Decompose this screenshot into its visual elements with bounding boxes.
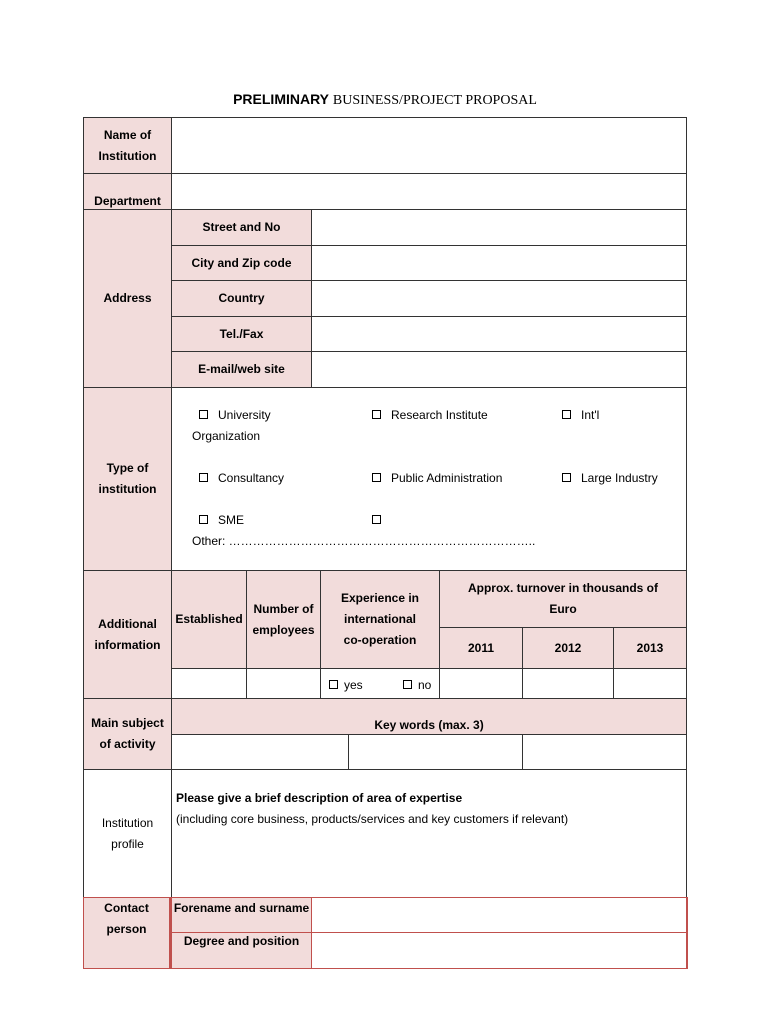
keyword-2-field[interactable]: [348, 734, 523, 770]
degree-label: Degree and position: [171, 932, 312, 969]
established-field[interactable]: [171, 668, 247, 699]
checkbox-icon[interactable]: [372, 473, 381, 482]
tel-label: Tel./Fax: [171, 316, 312, 352]
street-label: Street and No: [171, 209, 312, 246]
checkbox-icon[interactable]: [372, 515, 381, 524]
email-field[interactable]: [311, 351, 687, 388]
institution-field[interactable]: [171, 117, 687, 174]
option-consultancy[interactable]: Consultancy: [199, 471, 284, 485]
tel-field[interactable]: [311, 316, 687, 352]
department-field[interactable]: [171, 173, 687, 210]
turnover-2011-field[interactable]: [439, 668, 523, 699]
option-no[interactable]: no: [403, 678, 431, 692]
title-rest: BUSINESS/PROJECT PROPOSAL: [332, 93, 537, 108]
forename-label: Forename and surname: [171, 897, 312, 933]
keyword-3-field[interactable]: [522, 734, 687, 770]
profile-instruction: Please give a brief description of area of expertise: [176, 791, 463, 805]
option-research[interactable]: Research Institute: [372, 408, 488, 422]
contact-label: Contact person: [83, 897, 172, 969]
turnover-2013-field[interactable]: [613, 668, 687, 699]
employees-field[interactable]: [246, 668, 321, 699]
year-2012: 2012: [522, 627, 614, 669]
city-label: City and Zip code: [171, 245, 312, 281]
department-label: Department: [83, 173, 172, 210]
checkbox-icon[interactable]: [403, 680, 412, 689]
option-other[interactable]: Other: …………………………………………………………………..: [192, 534, 536, 548]
checkbox-icon[interactable]: [199, 410, 208, 419]
profile-label: Institution profile: [83, 769, 172, 898]
option-large-industry[interactable]: Large Industry: [562, 471, 658, 485]
turnover-header: Approx. turnover in thousands of Euro: [439, 570, 687, 628]
city-field[interactable]: [311, 245, 687, 281]
email-label: E-mail/web site: [171, 351, 312, 388]
option-public-admin[interactable]: Public Administration: [372, 471, 502, 485]
established-header: Established: [171, 570, 247, 669]
checkbox-icon[interactable]: [372, 410, 381, 419]
country-field[interactable]: [311, 280, 687, 317]
checkbox-icon[interactable]: [562, 473, 571, 482]
option-university[interactable]: University: [199, 408, 271, 422]
option-intl[interactable]: Int'l: [562, 408, 599, 422]
institution-label: Name of Institution: [83, 117, 172, 174]
country-label: Country: [171, 280, 312, 317]
checkbox-icon[interactable]: [562, 410, 571, 419]
street-field[interactable]: [311, 209, 687, 246]
type-label: Type of institution: [83, 387, 172, 571]
profile-field[interactable]: [171, 769, 687, 898]
additional-label: Additional information: [83, 570, 172, 699]
experience-header: Experience in international co-operation: [320, 570, 440, 669]
page-title: [0, 91, 770, 109]
profile-note: (including core business, products/services and key customers if relevant): [176, 812, 569, 826]
employees-header: Number of employees: [246, 570, 321, 669]
year-2013: 2013: [613, 627, 687, 669]
option-blank[interactable]: [372, 513, 391, 527]
turnover-2012-field[interactable]: [522, 668, 614, 699]
checkbox-icon[interactable]: [199, 473, 208, 482]
option-organization-text: Organization: [192, 429, 261, 443]
keyword-1-field[interactable]: [171, 734, 349, 770]
keywords-header: Key words (max. 3): [171, 698, 687, 735]
option-sme[interactable]: SME: [199, 513, 244, 527]
checkbox-icon[interactable]: [199, 515, 208, 524]
title-bold: PRELIMINARY: [233, 91, 330, 107]
year-2011: 2011: [439, 627, 523, 669]
main-subject-label: Main subject of activity: [83, 698, 172, 770]
forename-field[interactable]: [311, 897, 688, 933]
option-yes[interactable]: yes: [329, 678, 363, 692]
degree-field[interactable]: [311, 932, 688, 969]
address-label: Address: [83, 209, 172, 388]
checkbox-icon[interactable]: [329, 680, 338, 689]
